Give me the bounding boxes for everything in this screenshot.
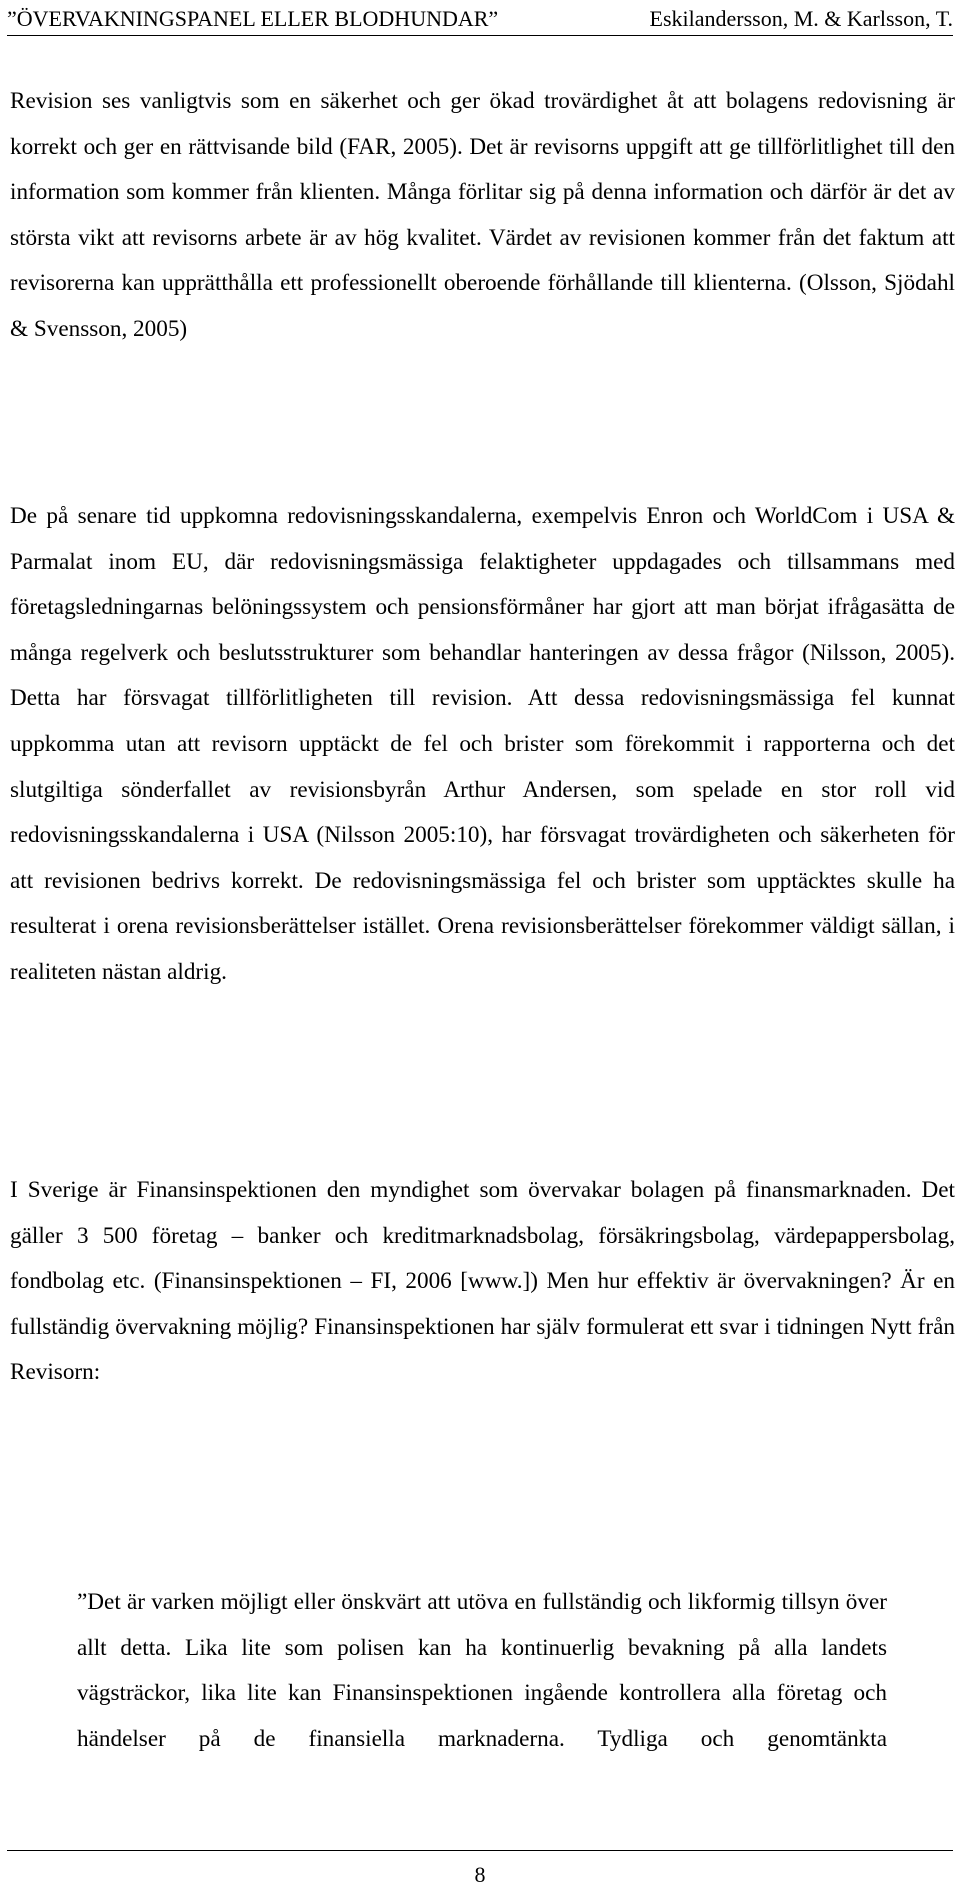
paragraph-revision: Revision ses vanligtvis som en säkerhet och ger ökad trovärdighet åt att bolagens redovisning är korrekt och ger en rättvisande bild (FAR, 2005). Det är revisorns uppgift att ge tillförlitlighet till den information som kommer från klienten. Många förlitar sig på denna information och därför är det av största vikt att revisorns arbete är av hög kvalitet. Värdet av revisionen kommer från det faktum att revisorerna kan upprätthålla ett professionellt oberoende förhållande till klienterna. (Olsson, Sjödahl & Svensson, 2005) xyxy=(10,88,955,342)
header-title: ”ÖVERVAKNINGSPANEL ELLER BLODHUNDAR” xyxy=(7,6,499,31)
header-rule xyxy=(7,35,953,36)
page-number: 8 xyxy=(474,1862,486,1887)
block-quote: ”Det är varken möjligt eller önskvärt att utöva en fullständig och likformig tillsyn över allt detta. Lika lite som polisen kan ha kontinuerlig bevakning på alla landets vägsträckor, lika lite kan Finansinspektionen ingående kontrollera alla företag och händelser på de finansiella marknaderna. Tydliga och genomtänkta xyxy=(77,1589,887,1752)
running-header xyxy=(7,4,953,34)
header-authors: Eskilandersson, M. & Karlsson, T. xyxy=(649,6,953,31)
paragraph-scandals: De på senare tid uppkomna redovisningsskandalerna, exempelvis Enron och WorldCom i USA & Parmalat inom EU, där redovisningsmässiga felaktigheter uppdagades och tillsammans med företagsledningarnas belöningssystem och pensionsförmåner har gjort att man börjat ifrågasätta de många regelverk och beslutsstrukturer som behandlar hanteringen av dessa frågor (Nilsson, 2005). Detta har försvagat tillförlitligheten till revision. Att dessa redovisningsmässiga fel kunnat uppkomma utan att revisorn upptäckt de fel och brister som förekommit i rapporterna och det slutgiltiga sönderfallet av revisionsbyrån Arthur Andersen, som spelade en stor roll vid redovisningsskandalerna i USA (Nilsson 2005:10), har försvagat trovärdigheten och säkerheten för att revisionen bedrivs korrekt. De redovisningsmässiga fel och brister som upptäcktes skulle ha resulterat i orena revisionsberättelser istället. Orena revisionsberättelser förekommer väldigt sällan, i realiteten nästan aldrig. xyxy=(10,503,955,985)
footer-rule xyxy=(7,1850,953,1851)
paragraph-finansinspektionen: I Sverige är Finansinspektionen den myndighet som övervakar bolagen på finansmarknaden. Det gäller 3 500 företag – banker och kreditmarknadsbolag, försäkringsbolag, värdepappersbolag, fondbolag etc. (Finansinspektionen – FI, 2006 [www.]) Men hur effektiv är övervakningen? Är en fullständig övervakning möjlig? Finansinspektionen har själv formulerat ett svar i tidningen Nytt från Revisorn: xyxy=(10,1177,955,1386)
